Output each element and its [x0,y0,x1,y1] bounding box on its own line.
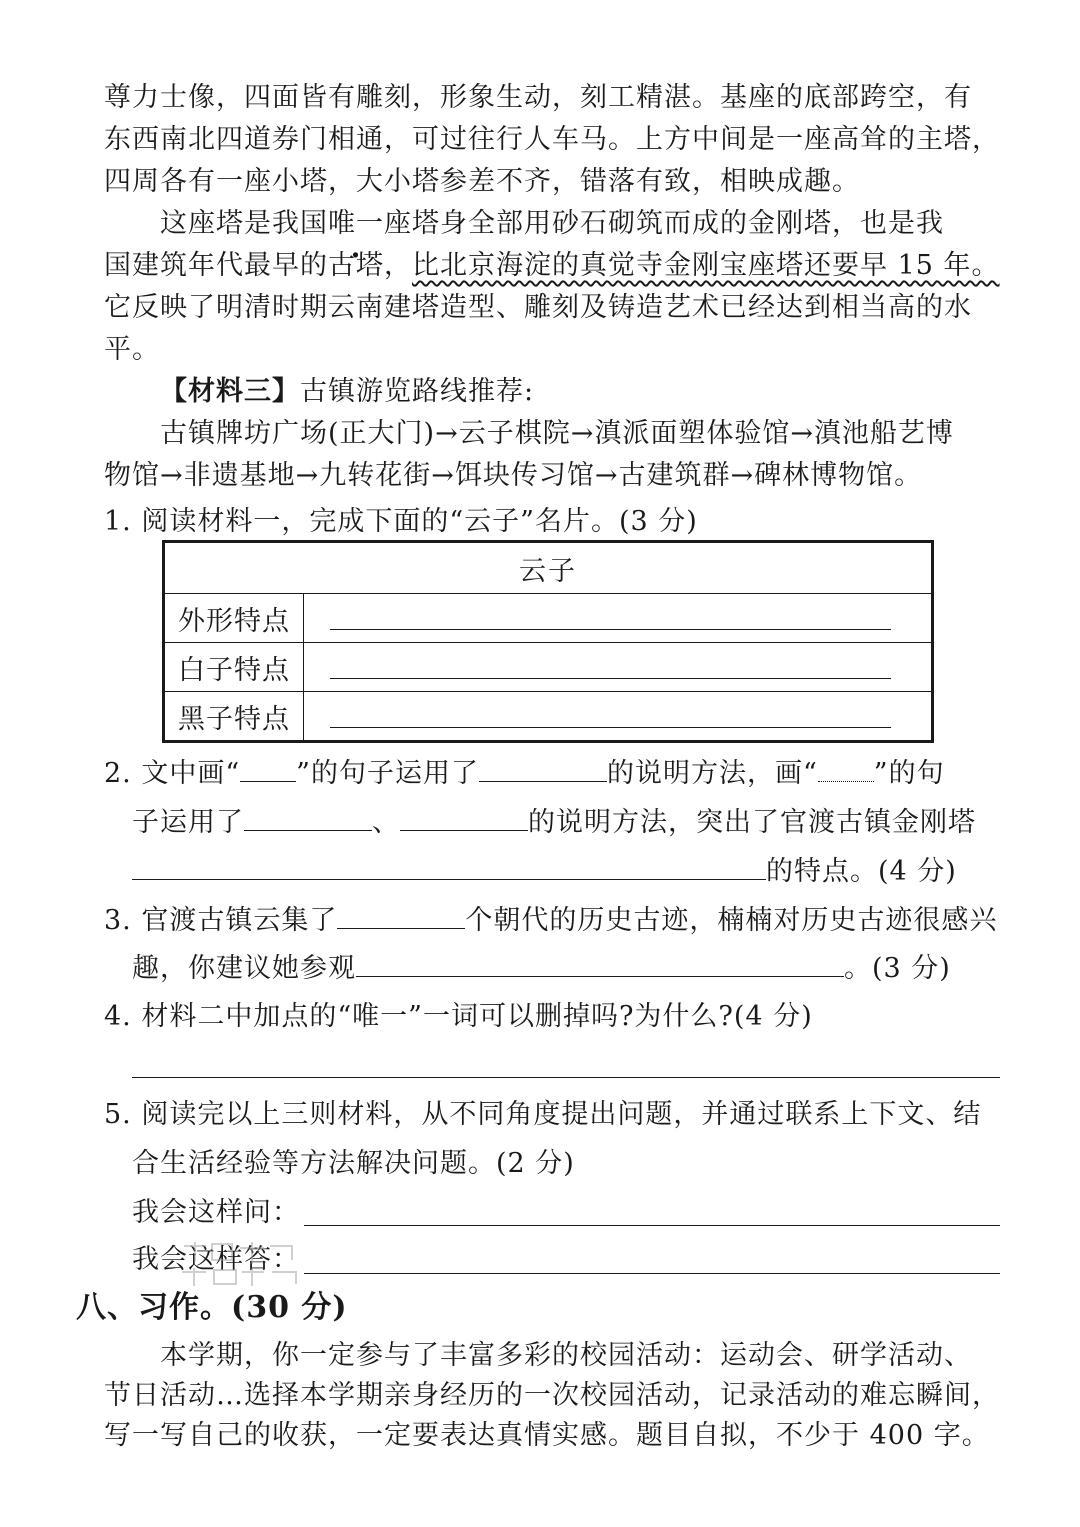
q3-text-c: 趣，你建议她参观 [132,953,356,984]
card-answer-shape[interactable] [304,594,933,643]
q2-text-b: ”的句子运用了 [296,758,479,789]
q5-answer-label: 我会这样答： [132,1244,300,1275]
q5-ask-label: 我会这样问： [132,1197,300,1228]
material3-route-line1: 古镇牌坊广场(正大门)→云子棋院→滇派面塑体验馆→滇池船艺博 [160,418,954,449]
material2-para2-line2 [104,246,1000,286]
q3-blank-suggestion[interactable] [356,948,844,977]
para2-text-c: 国建筑年代最早的古塔， [104,250,412,281]
material2-line2: 东西南北四道券门相通，可过往行人车马。上方中间是一座高耸的主塔， [104,124,1000,155]
q2-blank-method-1[interactable] [479,753,607,782]
question-4: 4. 材料二中加点的“唯一”一词可以删掉吗?为什么?(4 分) [104,1001,813,1032]
q2-blank-method-2[interactable] [244,802,372,831]
question-3-line1 [104,900,997,941]
card-answer-black[interactable] [304,692,933,742]
card-row-label-shape: 外形特点 [164,594,304,643]
q2-text-e: 子运用了 [132,807,244,838]
section-8-para-line1: 本学期，你一定参与了丰富多彩的校园活动：运动会、研学活动、 [160,1340,972,1371]
q3-text-b: 个朝代的历史古迹，楠楠对历史古迹很感兴 [465,905,998,936]
q2-blank-feature[interactable] [132,851,766,880]
watermark-smudge [178,1238,308,1297]
material2-line3: 四周各有一座小塔，大小塔参差不齐，错落有致，相映成趣。 [104,166,860,197]
para2-text-a: 这座塔是我国 [160,208,328,239]
question-5-line1: 5. 阅读完以上三则材料，从不同角度提出问题，并通过联系上下文、结 [104,1099,982,1130]
material3-heading-text: 古镇游览路线推荐: [300,376,535,407]
section-8-para-line2: 节日活动…选择本学期亲身经历的一次校园活动，记录活动的难忘瞬间， [104,1380,1000,1411]
card-title: 云子 [164,542,933,594]
q2-blank-straight-line-sample [240,753,296,782]
para2-text-b: 座塔身全部用砂石砌筑而成的金刚塔，也是我 [384,208,944,239]
material2-para2-line3: 它反映了明清时期云南建塔造型、雕刻及铸造艺术已经达到相当高的水 [104,292,972,323]
q2-text-c: 的说明方法，画“ [606,758,818,789]
question-2-line1 [104,753,945,794]
q2-blank-method-3[interactable] [400,802,528,831]
q3-blank-dynasties[interactable] [337,900,465,929]
question-1: 1. 阅读材料一，完成下面的“云子”名片。(3 分) [104,506,698,537]
q3-text-a: 3. 官渡古镇云集了 [104,905,338,936]
q4-answer-line[interactable] [132,1077,1000,1078]
q2-blank-wavy-line-sample [818,753,874,782]
section-8-para-line3: 写一写自己的收获，一定要表达真情实感。题目自拟，不少于 400 字。 [104,1420,990,1451]
q2-text-h: 的特点。(4 分) [766,856,957,887]
card-row-label-white: 白子特点 [164,643,304,692]
question-2-line3 [132,851,957,892]
question-2-line2 [132,802,976,843]
q3-text-d: 。(3 分) [844,953,951,984]
material3-label: 【材料三】 [160,376,300,407]
yunzi-card-table [162,540,934,743]
q2-text-g: 的说明方法，突出了官渡古镇金刚塔 [528,807,976,838]
question-3-line2 [132,948,951,989]
q2-text-a: 2. 文中画“ [104,758,241,789]
wavy-underlined-sentence: 比北京海淀的真觉寺金刚宝座塔还要早 15 年。 [412,250,1000,281]
material3-heading [160,372,534,412]
q5-ask-answer-line[interactable] [304,1225,1000,1226]
question-5-line2: 合生活经验等方法解决问题。(2 分) [132,1148,575,1179]
dotted-word-weiyi: 唯一 [328,208,384,239]
material2-para2-line1 [160,204,944,244]
material3-route-line2: 物馆→非遗基地→九转花街→饵块传习馆→古建筑群→碑林博物馆。 [104,460,923,491]
material2-line1: 尊力士像，四面皆有雕刻，形象生动，刻工精湛。基座的底部跨空，有 [104,82,972,113]
material2-para2-line4: 平。 [104,334,160,365]
q2-text-d: ”的句 [873,758,945,789]
q5-answer-line[interactable] [304,1273,1000,1274]
q2-text-f: 、 [372,807,400,838]
watermark-graphic [178,1238,308,1290]
card-answer-white[interactable] [304,643,933,692]
card-row-label-black: 黑子特点 [164,692,304,742]
section-8-title: 八、习作。(30 分) [76,1290,348,1325]
